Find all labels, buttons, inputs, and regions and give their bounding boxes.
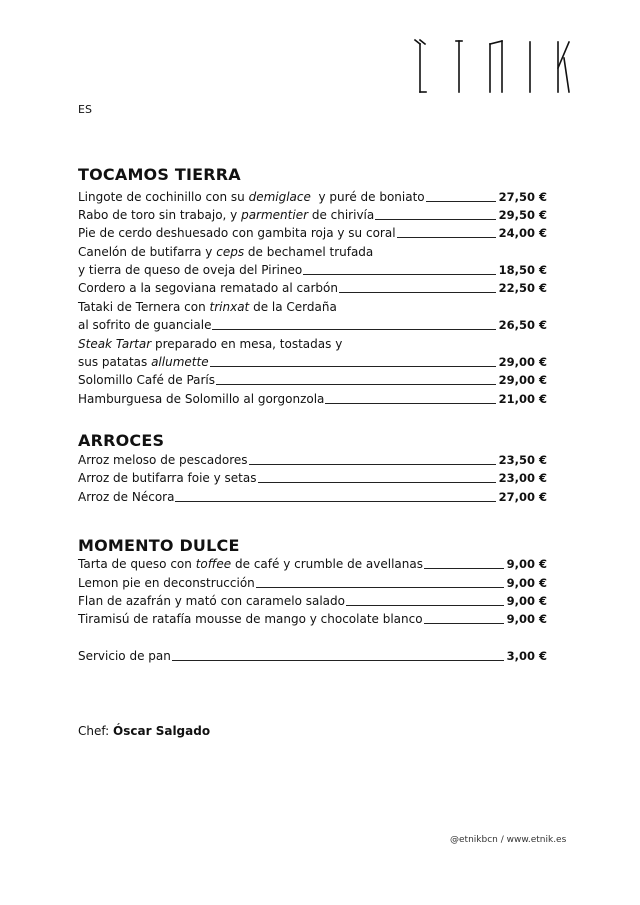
item-name: Lingote de cochinillo con su demiglace y puré de boniato [78, 190, 425, 204]
menu-item [78, 263, 547, 281]
dot-leader [212, 318, 495, 330]
etnik-logo [412, 38, 574, 94]
dot-leader [256, 576, 504, 588]
section-title-tocamos-tierra: TOCAMOS TIERRA [78, 165, 241, 184]
dot-leader [216, 373, 496, 385]
menu-item [78, 190, 547, 208]
dot-leader [303, 263, 495, 275]
menu-item [78, 453, 547, 471]
dot-leader [258, 471, 496, 483]
dot-leader [175, 490, 495, 502]
chef-label: Chef: [78, 724, 110, 738]
dot-leader [397, 226, 496, 238]
item-price: 9,00 € [506, 594, 547, 608]
dot-leader [424, 612, 504, 624]
item-name: Lemon pie en deconstrucción [78, 576, 255, 590]
language-indicator: ES [78, 103, 92, 116]
bread-service [78, 649, 547, 667]
item-name: Solomillo Café de París [78, 373, 216, 387]
dot-leader [426, 190, 496, 202]
item-name: al sofrito de guanciale [78, 318, 212, 332]
item-price: 24,00 € [498, 226, 547, 240]
item-name: Flan de azafrán y mató con caramelo salado [78, 594, 345, 608]
item-price: 27,50 € [498, 190, 547, 204]
dot-leader [249, 453, 496, 465]
dot-leader [339, 281, 496, 293]
menu-item [78, 373, 547, 391]
dot-leader [172, 649, 504, 661]
menu-item [78, 594, 547, 612]
menu-item [78, 226, 547, 244]
menu-item [78, 612, 547, 630]
section-title-momento-dulce: MOMENTO DULCE [78, 536, 240, 555]
item-name: Hamburguesa de Solomillo al gorgonzola [78, 392, 325, 406]
menu-item [78, 208, 547, 226]
chef-name: Óscar Salgado [113, 724, 211, 738]
dot-leader [424, 557, 504, 569]
item-price: 9,00 € [506, 557, 547, 571]
item-description-line: Tataki de Ternera con trinxat de la Cerdaña [78, 300, 337, 314]
chef-credit [78, 724, 210, 738]
item-description-line: Canelón de butifarra y ceps de bechamel trufada [78, 245, 374, 259]
dot-leader [375, 208, 495, 220]
item-name: Tarta de queso con toffee de café y crumble de avellanas [78, 557, 423, 571]
menu-item [78, 490, 547, 508]
dot-leader [346, 594, 504, 606]
item-name: sus patatas allumette [78, 355, 209, 369]
item-description-line: Steak Tartar preparado en mesa, tostadas y [78, 337, 343, 351]
dot-leader [325, 392, 495, 404]
item-price: 9,00 € [506, 612, 547, 626]
item-name: y tierra de queso de oveja del Pirineo [78, 263, 303, 277]
item-name: Arroz de Nécora [78, 490, 175, 504]
item-name: Arroz de butifarra foie y setas [78, 471, 257, 485]
item-name: Servicio de pan [78, 649, 171, 663]
menu-item [78, 281, 547, 299]
footer-contact: @etnikbcn / www.etnik.es [450, 835, 567, 845]
item-price: 9,00 € [506, 576, 547, 590]
item-price: 23,50 € [498, 453, 547, 467]
item-price: 27,00 € [498, 490, 547, 504]
item-name: Cordero a la segoviana rematado al carbón [78, 281, 338, 295]
item-price: 21,00 € [498, 392, 547, 406]
item-price: 29,00 € [498, 355, 547, 369]
item-price: 26,50 € [498, 318, 547, 332]
menu-item [78, 576, 547, 594]
section-title-arroces: ARROCES [78, 431, 165, 450]
menu-item [78, 557, 547, 575]
item-price: 18,50 € [498, 263, 547, 277]
item-price: 29,00 € [498, 373, 547, 387]
item-price: 22,50 € [498, 281, 547, 295]
menu-item [78, 318, 547, 336]
item-price: 3,00 € [506, 649, 547, 663]
dot-leader [210, 355, 496, 367]
item-name: Tiramisú de ratafía mousse de mango y chocolate blanco [78, 612, 423, 626]
menu-item [78, 471, 547, 489]
menu-item [78, 355, 547, 373]
menu-item [78, 392, 547, 410]
item-price: 23,00 € [498, 471, 547, 485]
item-price: 29,50 € [498, 208, 547, 222]
item-name: Rabo de toro sin trabajo, y parmentier de chirivía [78, 208, 375, 222]
item-name: Pie de cerdo deshuesado con gambita roja y su coral [78, 226, 396, 240]
item-name: Arroz meloso de pescadores [78, 453, 248, 467]
